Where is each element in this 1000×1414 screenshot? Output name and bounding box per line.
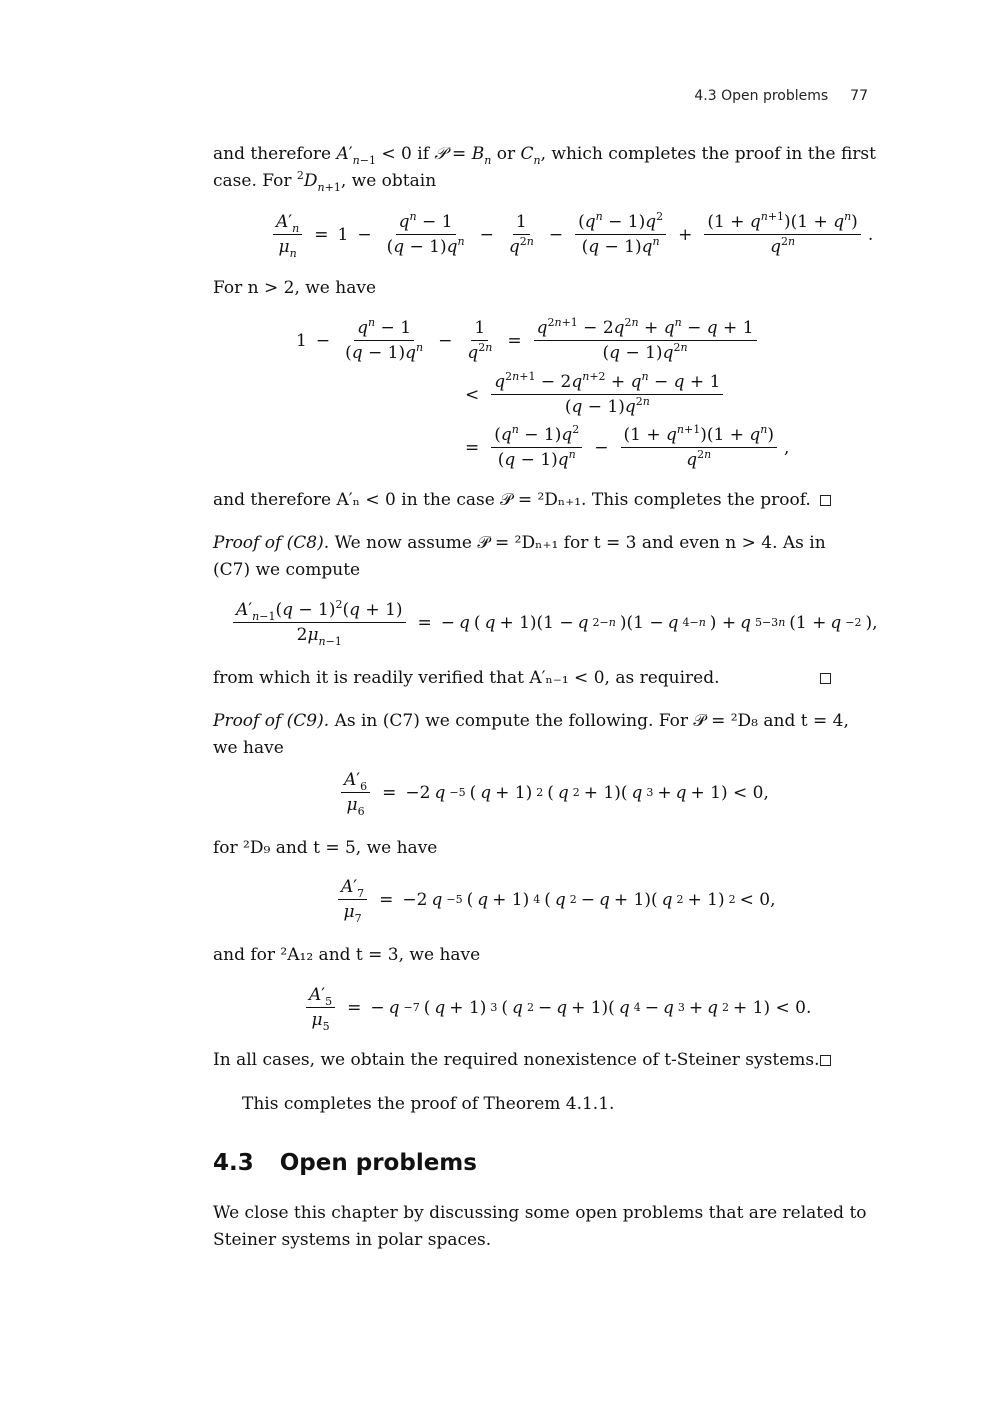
qed-symbol: [820, 1055, 831, 1066]
page-number: 77: [850, 88, 868, 104]
proof-c8-line1: Proof of (C8). We now assume 𝒫 = ²Dₙ₊₁ for t = 3 and even n > 4. As in: [213, 533, 826, 553]
proof-c9-line2: we have: [213, 738, 284, 758]
equation-row1: 1 − $\frac{q^n - 1}{(q - 1)q^n}$ − $\frac{1}{q^{2n}}$ = $\frac{q^{2n+1} - 2q^{2n} + q^n - q + 1}{(q - 1)q^{2n}}$: [296, 318, 760, 363]
equation-row2: < $\frac{q^{2n+1} - 2q^{n+2} + q^n - q + 1}{(q - 1)q^{2n}}$: [460, 372, 726, 417]
closing-line1: We close this chapter by discussing some open problems that are related to: [213, 1203, 867, 1223]
equation-c8: $\frac{A'_{n-1}(q - 1)^2(q + 1)}{2\mu_{n-1}}$ = − q ( q + 1)(1 − q 2−n )(1 − q 4−n ) + q 5−3n (1 + q −2 ),: [230, 600, 878, 645]
for-n-gt-2: For n > 2, we have: [213, 278, 377, 298]
for-a12: and for ²A₁₂ and t = 3, we have: [213, 945, 481, 965]
section-title: Open problems: [279, 1150, 477, 1176]
para-end-case: and therefore A′ₙ < 0 in the case 𝒫 = ²Dₙ₊₁. This completes the proof.: [213, 490, 811, 510]
equation-c9-d9: $\frac{A'_7}{\mu_7}$ = −2 q −5 ( q + 1) 4 ( q 2 − q + 1)( q 2 + 1) 2 < 0,: [335, 877, 776, 922]
qed-symbol: [820, 495, 831, 506]
qed-symbol: [820, 673, 831, 684]
header-section: 4.3 Open problems: [694, 88, 829, 104]
completes-proof: This completes the proof of Theorem 4.1.1.: [242, 1094, 615, 1114]
proof-c8-line2: (C7) we compute: [213, 560, 361, 580]
equation-An-over-mun: $\frac{A'_n}{\mu_n}$ = 1 − $\frac{q^n - 1}{(q - 1)q^n}$ − $\frac{1}{q^{2n}}$ − $\frac{(q^n - 1)q^2}{(q - 1)q^n}$ + $\frac{(1 + q^{n+1})(1 + q^n)}{q^{2n}}$ .: [270, 212, 873, 257]
proof-label: Proof of (C8).: [213, 533, 330, 553]
in-all-cases: In all cases, we obtain the required nonexistence of t-Steiner systems.: [213, 1050, 820, 1070]
proof-label: Proof of (C9).: [213, 711, 330, 731]
para1-line2: case. For $^2D_{n+1}$, we obtain: [213, 169, 437, 194]
equation-row3: = $\frac{(q^n - 1)q^2}{(q - 1)q^n}$ − $\frac{(1 + q^{n+1})(1 + q^n)}{q^{2n}}$ ,: [465, 423, 790, 470]
para1-line1: and therefore $A'_{n-1} < 0$ if 𝒫 = $B_n$ or $C_n$, which completes the proof in the first: [213, 144, 876, 167]
equation-c9-d8: $\frac{A'_6}{\mu_6}$ = −2 q −5 ( q + 1) 2 ( q 2 + 1)( q 3 + q + 1) < 0,: [338, 770, 769, 815]
after-c8: from which it is readily verified that A′ₙ₋₁ < 0, as required.: [213, 668, 720, 688]
proof-c9-line1: Proof of (C9). As in (C7) we compute the following. For 𝒫 = ²D₈ and t = 4,: [213, 711, 849, 731]
section-number: 4.3: [213, 1150, 254, 1176]
for-d9: for ²D₉ and t = 5, we have: [213, 838, 438, 858]
section-heading: [213, 1150, 477, 1176]
running-header: [694, 88, 868, 104]
equation-c9-a12: $\frac{A'_5}{\mu_5}$ = − q −7 ( q + 1) 3 ( q 2 − q + 1)( q 4 − q 3 + q 2 + 1) < 0.: [303, 985, 811, 1030]
closing-line2: Steiner systems in polar spaces.: [213, 1230, 492, 1250]
